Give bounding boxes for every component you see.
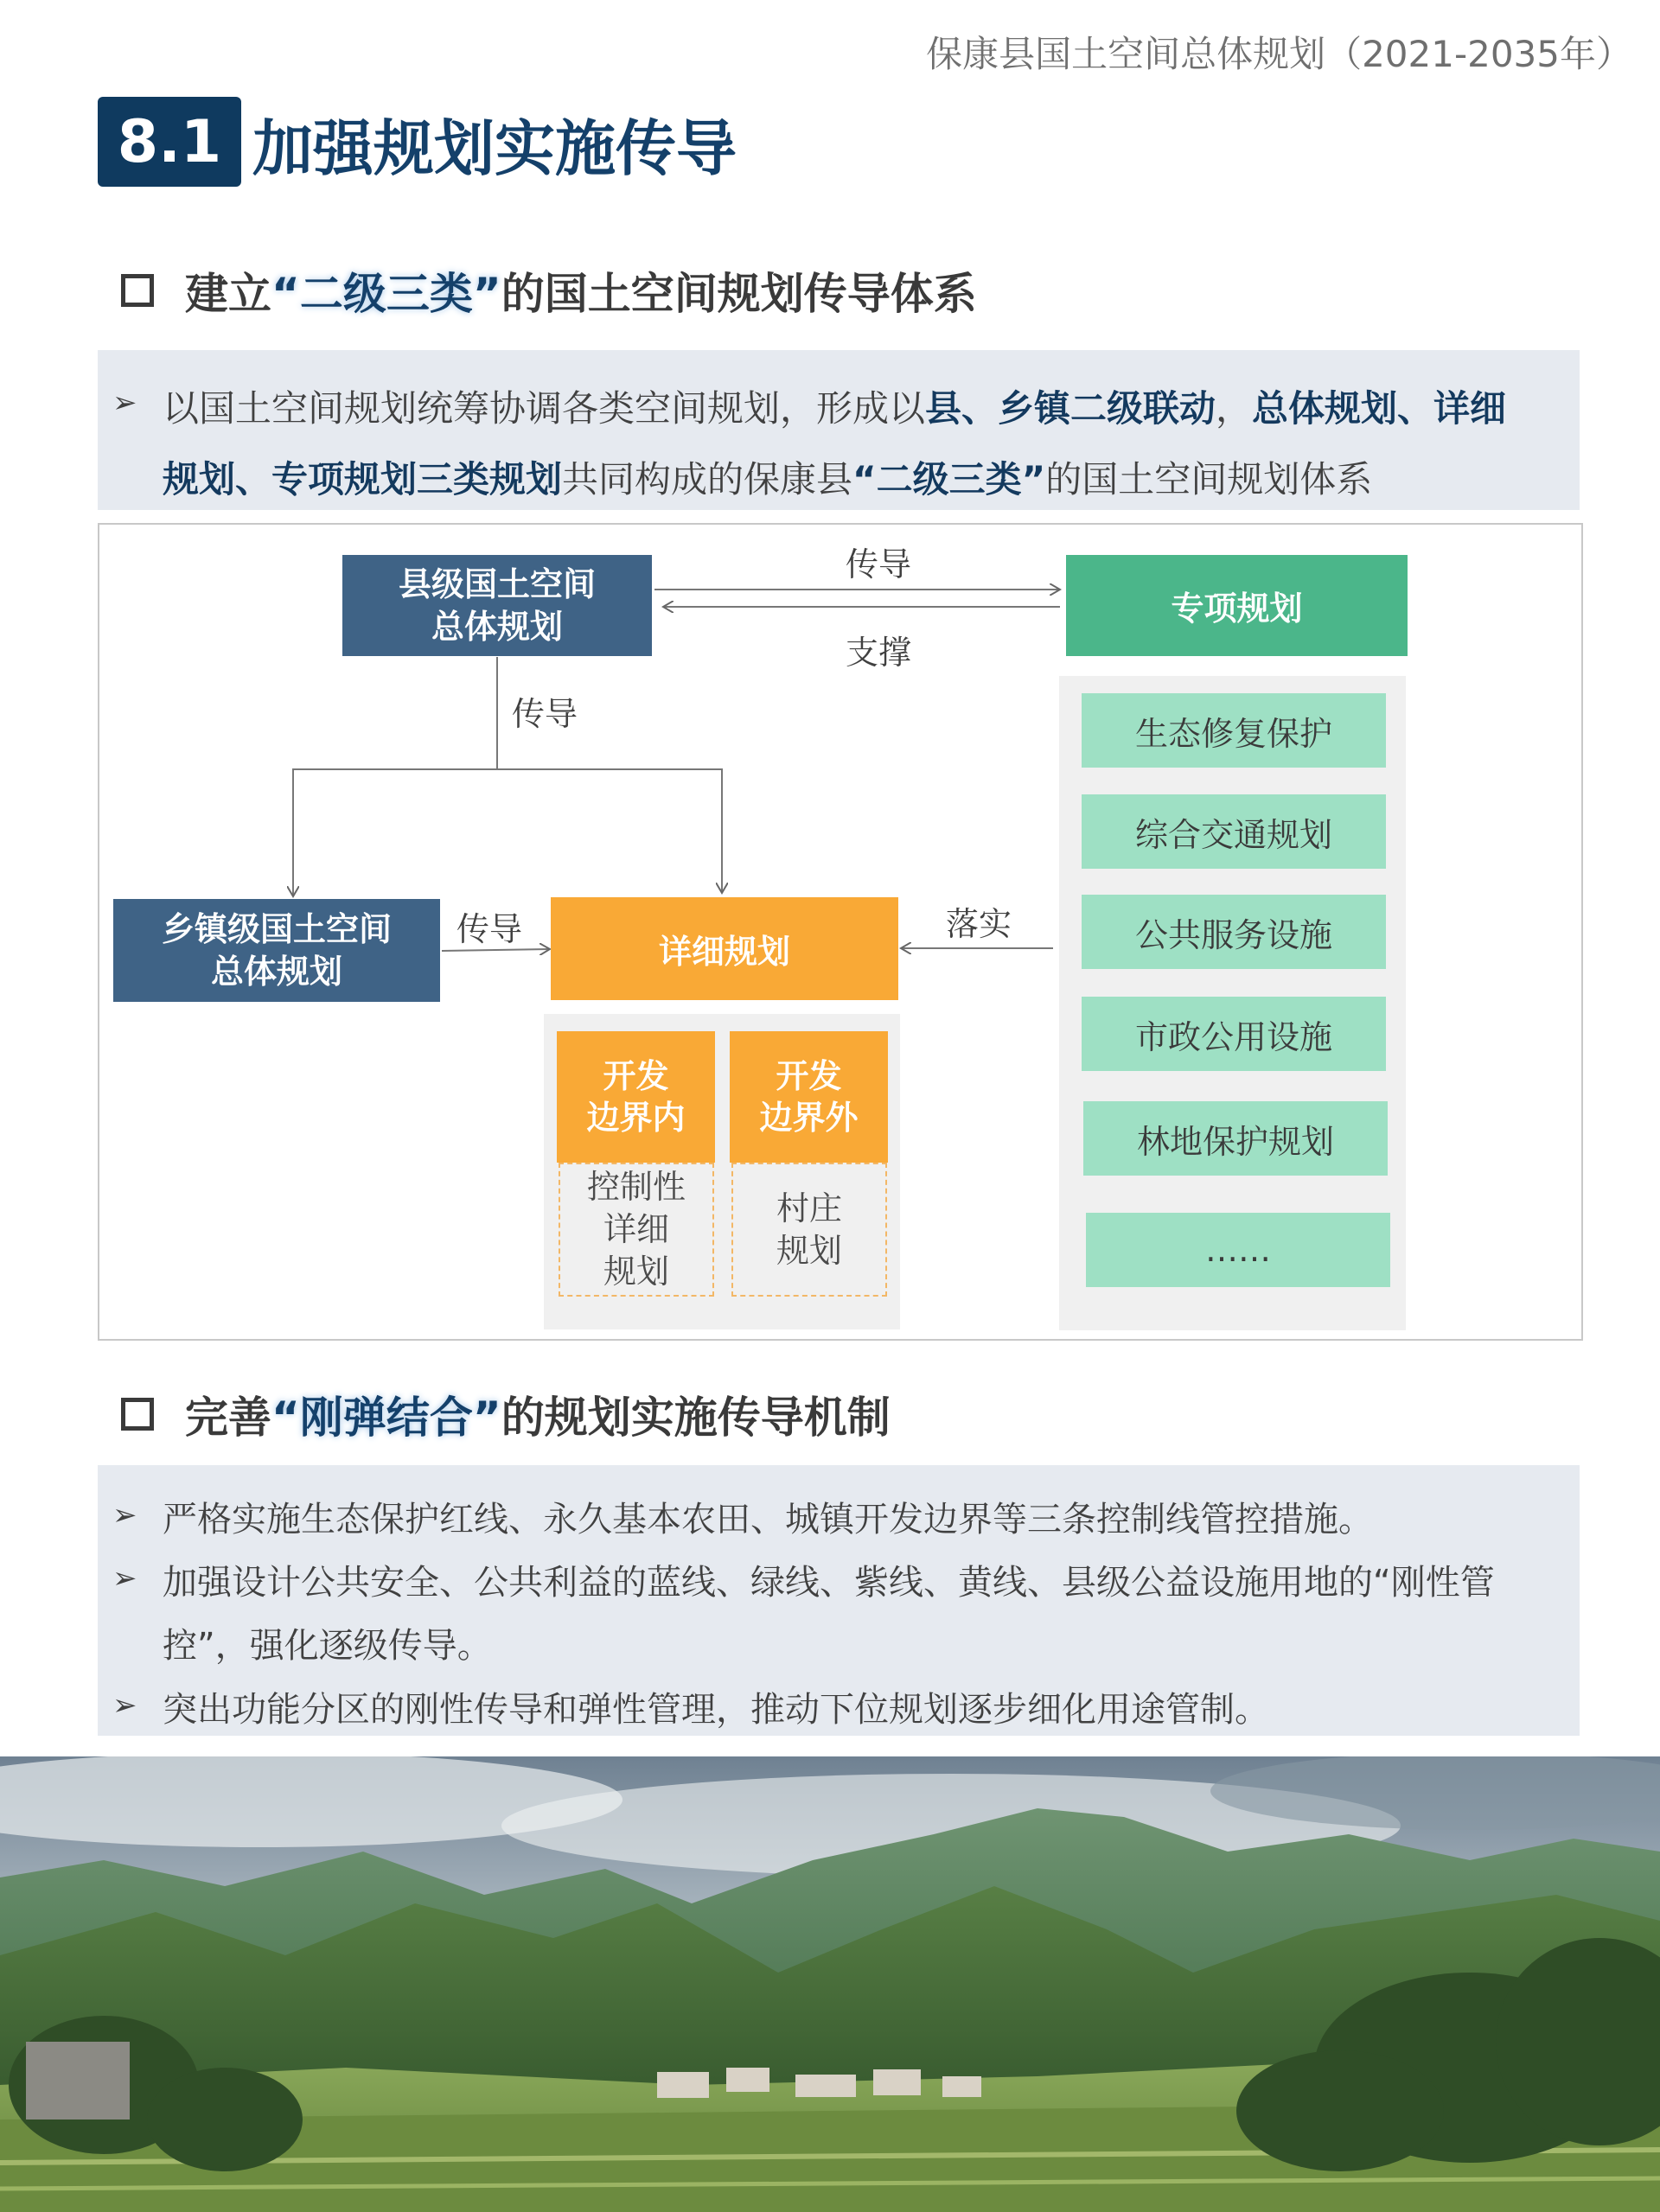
intro-text: 以国土空间规划统筹协调各类空间规划，形成以 xyxy=(163,387,926,430)
subsection-2-highlight: “刚弹结合” xyxy=(271,1393,501,1443)
intro-text: 的国土空间规划体系 xyxy=(1045,458,1373,500)
intro-emphasis: “二级三类” xyxy=(852,458,1046,500)
intro-emphasis: 县、乡镇二级联动 xyxy=(925,387,1216,430)
label-transmit-mid: 传导 xyxy=(456,910,523,948)
county-plan-line2: 总体规划 xyxy=(431,607,563,646)
label-transmit-top: 传导 xyxy=(846,545,912,583)
intro-text: 共同构成的保康县 xyxy=(562,458,853,500)
special-item: 生态修复保护 xyxy=(1082,693,1386,768)
mechanism-bullet-2-cont: 控”，强化逐级传导。 xyxy=(163,1626,492,1666)
inside-boundary-line1: 开发 xyxy=(603,1057,669,1095)
bullet-arrow-icon: ➢ xyxy=(112,386,137,420)
outside-boundary-box xyxy=(730,1031,888,1163)
bullet-arrow-icon: ➢ xyxy=(112,1561,137,1596)
special-item: 公共服务设施 xyxy=(1082,895,1386,969)
village-line1: 村庄 xyxy=(776,1189,842,1227)
bullet-arrow-icon: ➢ xyxy=(112,1498,137,1533)
special-item: 市政公用设施 xyxy=(1082,997,1386,1071)
subsection-heading-2 xyxy=(121,1383,891,1445)
regulatory-detail-plan-box xyxy=(559,1163,714,1297)
township-plan-line1: 乡镇级国土空间 xyxy=(161,909,392,948)
outside-boundary-line2: 边界外 xyxy=(759,1099,859,1137)
special-item: 林地保护规划 xyxy=(1083,1101,1388,1176)
detailed-plan-box: 详细规划 xyxy=(551,897,898,1000)
village-plan-box xyxy=(731,1163,887,1297)
special-item-more: …… xyxy=(1086,1213,1390,1287)
inside-boundary-box xyxy=(557,1031,715,1163)
mechanism-bullet-1: 严格实施生态保护红线、永久基本农田、城镇开发边界等三条控制线管控措施。 xyxy=(163,1500,1373,1539)
mechanism-bullet-3: 突出功能分区的刚性传导和弹性管理，推动下位规划逐步细化用途管制。 xyxy=(163,1690,1269,1730)
subsection-1-highlight: “二级三类” xyxy=(271,269,501,319)
subsection-2-prefix: 完善 xyxy=(185,1393,271,1443)
subsection-1-suffix: 的国土空间规划传导体系 xyxy=(501,269,977,319)
special-plan-header: 专项规划 xyxy=(1066,555,1408,656)
arrow-to-township xyxy=(293,657,497,896)
label-implement: 落实 xyxy=(946,905,1012,943)
intro-emphasis: 总体规划、详细 xyxy=(1252,387,1507,430)
arrow-to-detail xyxy=(497,769,722,893)
document-header-title: 保康县国土空间总体规划（2021-2035年） xyxy=(926,33,1632,75)
regulatory-line2: 详细 xyxy=(603,1210,669,1248)
section-title: 加强规划实施传导 xyxy=(252,113,737,184)
label-transmit-down: 传导 xyxy=(512,695,578,733)
subsection-1-prefix: 建立 xyxy=(185,269,271,319)
village-line2: 规划 xyxy=(776,1231,842,1270)
mechanism-bullet-2: 加强设计公共安全、公共利益的蓝线、绿线、紫线、黄线、县级公益设施用地的“刚性管 xyxy=(163,1563,1495,1603)
township-master-plan-box xyxy=(113,899,440,1002)
county-master-plan-box xyxy=(342,555,652,656)
township-plan-line2: 总体规划 xyxy=(210,952,342,991)
subsection-2-suffix: 的规划实施传导机制 xyxy=(501,1393,891,1443)
landscape-illustration xyxy=(0,1756,1660,2212)
mountain-landscape-photo xyxy=(0,1756,1660,2212)
label-support: 支撑 xyxy=(846,634,912,672)
bullet-arrow-icon: ➢ xyxy=(112,1688,137,1723)
county-plan-line1: 县级国土空间 xyxy=(398,564,596,603)
regulatory-line3: 规划 xyxy=(603,1253,669,1291)
inside-boundary-line2: 边界内 xyxy=(586,1099,686,1137)
section-number-badge: 8.1 xyxy=(98,97,241,187)
intro-text: ， xyxy=(1216,387,1253,430)
special-item: 综合交通规划 xyxy=(1082,794,1386,869)
intro-emphasis: 规划、专项规划三类规划 xyxy=(163,458,563,500)
outside-boundary-line1: 开发 xyxy=(776,1057,842,1095)
regulatory-line1: 控制性 xyxy=(586,1168,686,1206)
checkbox-square-icon xyxy=(121,1398,154,1431)
